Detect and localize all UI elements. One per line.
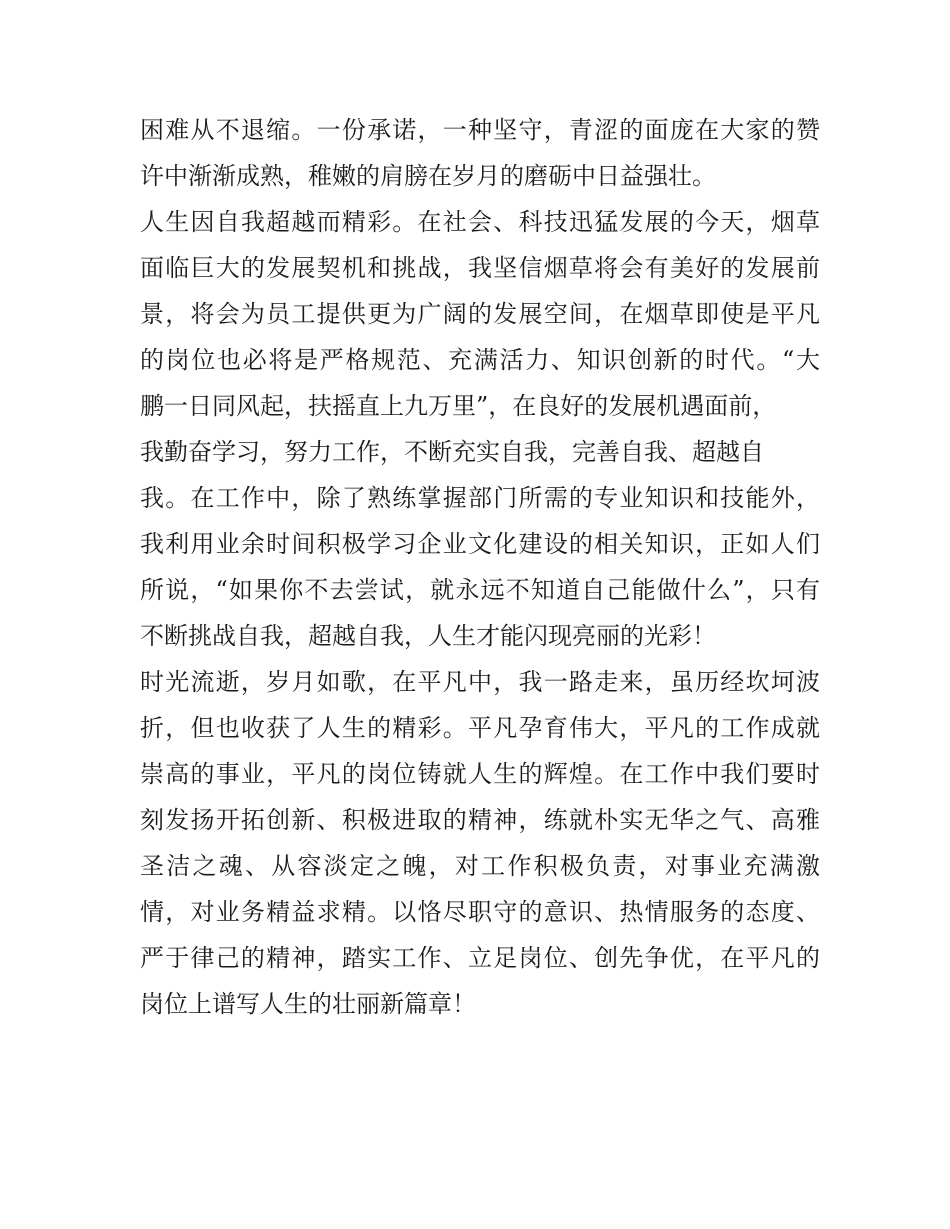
text-line: 面临巨大的发展契机和挑战，我坚信烟草将会有美好的发展前 bbox=[140, 254, 820, 282]
text-line: 我。在工作中，除了熟练掌握部门所需的专业知识和技能外， bbox=[140, 484, 820, 512]
text-line: 所说，“如果你不去尝试，就永远不知道自己能做什么”，只有 bbox=[140, 576, 820, 604]
text-line: 情，对业务精益求精。以恪尽职守的意识、热情服务的态度、 bbox=[140, 898, 820, 926]
text-line: 崇高的事业，平凡的岗位铸就人生的辉煌。在工作中我们要时 bbox=[140, 760, 820, 788]
text-line: 的岗位也必将是严格规范、充满活力、知识创新的时代。“大 bbox=[140, 346, 820, 374]
text-line: 严于律己的精神，踏实工作、立足岗位、创先争优，在平凡的 bbox=[140, 944, 820, 972]
text-line: 困难从不退缩。一份承诺，一种坚守，青涩的面庞在大家的赞 bbox=[140, 116, 820, 144]
text-line: 不断挑战自我，超越自我，人生才能闪现亮丽的光彩！ bbox=[140, 622, 716, 650]
text-line: 许中渐渐成熟，稚嫩的肩膀在岁月的磨砺中日益强壮。 bbox=[140, 162, 716, 190]
text-line: 时光流逝，岁月如歌，在平凡中，我一路走来，虽历经坎坷波 bbox=[140, 668, 820, 696]
text-line: 鹏一日同风起，扶摇直上九万里”，在良好的发展机遇面前， bbox=[140, 392, 777, 420]
text-line: 刻发扬开拓创新、积极进取的精神，练就朴实无华之气、高雅 bbox=[140, 806, 820, 834]
text-line: 折，但也收获了人生的精彩。平凡孕育伟大，平凡的工作成就 bbox=[140, 714, 820, 742]
text-line: 岗位上谱写人生的壮丽新篇章！ bbox=[140, 990, 476, 1018]
text-line: 景，将会为员工提供更为广阔的发展空间，在烟草即使是平凡 bbox=[140, 300, 820, 328]
body-text bbox=[140, 107, 820, 1027]
text-line: 圣洁之魂、从容淡定之魄，对工作积极负责，对事业充满激 bbox=[140, 852, 820, 880]
text-line: 人生因自我超越而精彩。在社会、科技迅猛发展的今天，烟草 bbox=[140, 208, 820, 236]
text-line: 我利用业余时间积极学习企业文化建设的相关知识，正如人们 bbox=[140, 530, 820, 558]
text-line: 我勤奋学习，努力工作，不断充实自我，完善自我、超越自 bbox=[140, 438, 764, 466]
